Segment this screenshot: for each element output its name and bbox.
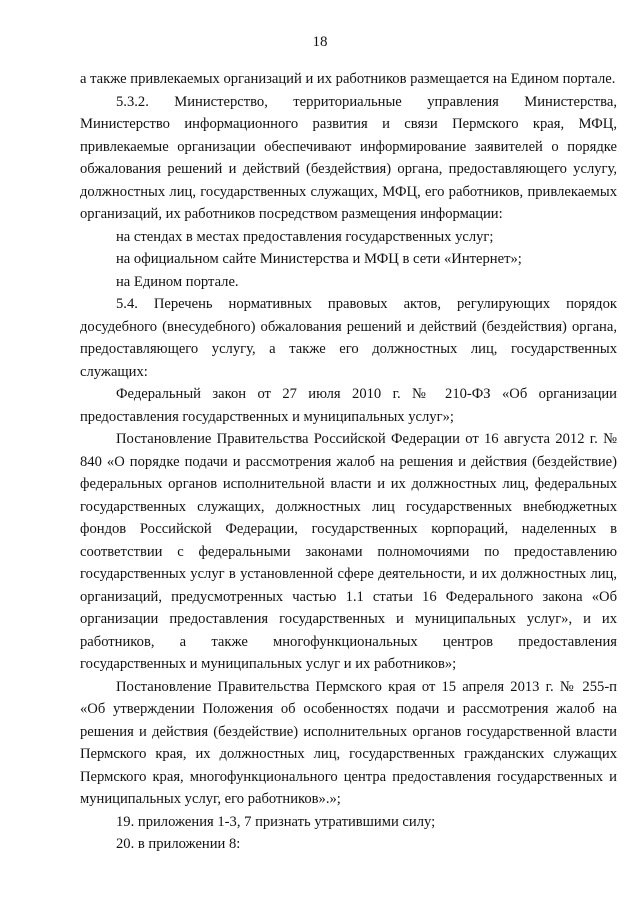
item-19: 19. приложения 1-3, 7 признать утратившими силу;	[116, 813, 436, 830]
list-item-website: на официальном сайте Министерства и МФЦ в сети «Интернет»;	[116, 251, 522, 267]
paragraph-5-3-2: 5.3.2. Министерство, территориальные управления Министерства, Министерство информационного развития и связи Пермского края, МФЦ, привлекаемые организации обеспечивают информирование заявителей о порядке обжалования решений и действий (бездействия) органа, предоставляющего услугу, должностных лиц, государственных служащих, МФЦ, его работников, привлекаемых организаций, их работников посредством размещения информации:	[80, 93, 617, 222]
list-item-portal: на Едином портале.	[116, 273, 239, 290]
paragraph-federal-law: Федеральный закон от 27 июля 2010 г. № 210-ФЗ «Об организации предоставления государственных и муниципальных услуг»;	[80, 386, 617, 425]
page-number: 18	[312, 34, 328, 50]
document-body	[80, 68, 617, 856]
item-20: 20. в приложении 8:	[116, 836, 241, 852]
paragraph-perm-government-decree: Постановление Правительства Пермского края от 15 апреля 2013 г. № 255-п «Об утверждении Положения об особенностях подачи и рассмотрения жалоб на решения и действия (бездействие) исполнительных органов государственной власти Пермского края, их должностных лиц, государственных гражданских служащих Пермского края, многофункционального центра предоставления государственных и муниципальных услуг, его работников».»;	[80, 678, 617, 807]
paragraph-5-4: 5.4. Перечень нормативных правовых актов, регулирующих порядок досудебного (внесудебного) обжалования решений и действий (бездействия) органа, предоставляющего услугу, а также его должностных лиц, государственных служащих:	[80, 296, 617, 380]
paragraph-continuation: а также привлекаемых организаций и их работников размещается на Едином порталe.	[80, 71, 616, 87]
list-item-stands: на стендах в местах предоставления государственных услуг;	[116, 228, 494, 245]
paragraph-rf-government-decree: Постановление Правительства Российской Федерации от 16 августа 2012 г. № 840 «О порядке подачи и рассмотрения жалоб на решения и действия (бездействие) федеральных органов исполнительной власти и их должностных лиц, федеральных государственных служащих, должностных лиц государственных внебюджетных фондов Российской Федерации, государственных корпораций, наделенных в соответствии с федеральными законами полномочиями по предоставлению государственных услуг в установленной сфере деятельности, и их должностных лиц, организаций, предусмотренных частью 1.1 статьи 16 Федерального закона «Об организации предоставления государственных и муниципальных услуг», и их работников, а также многофункциональных центров предоставления государственных и муниципальных услуг и их работников»;	[80, 431, 617, 672]
